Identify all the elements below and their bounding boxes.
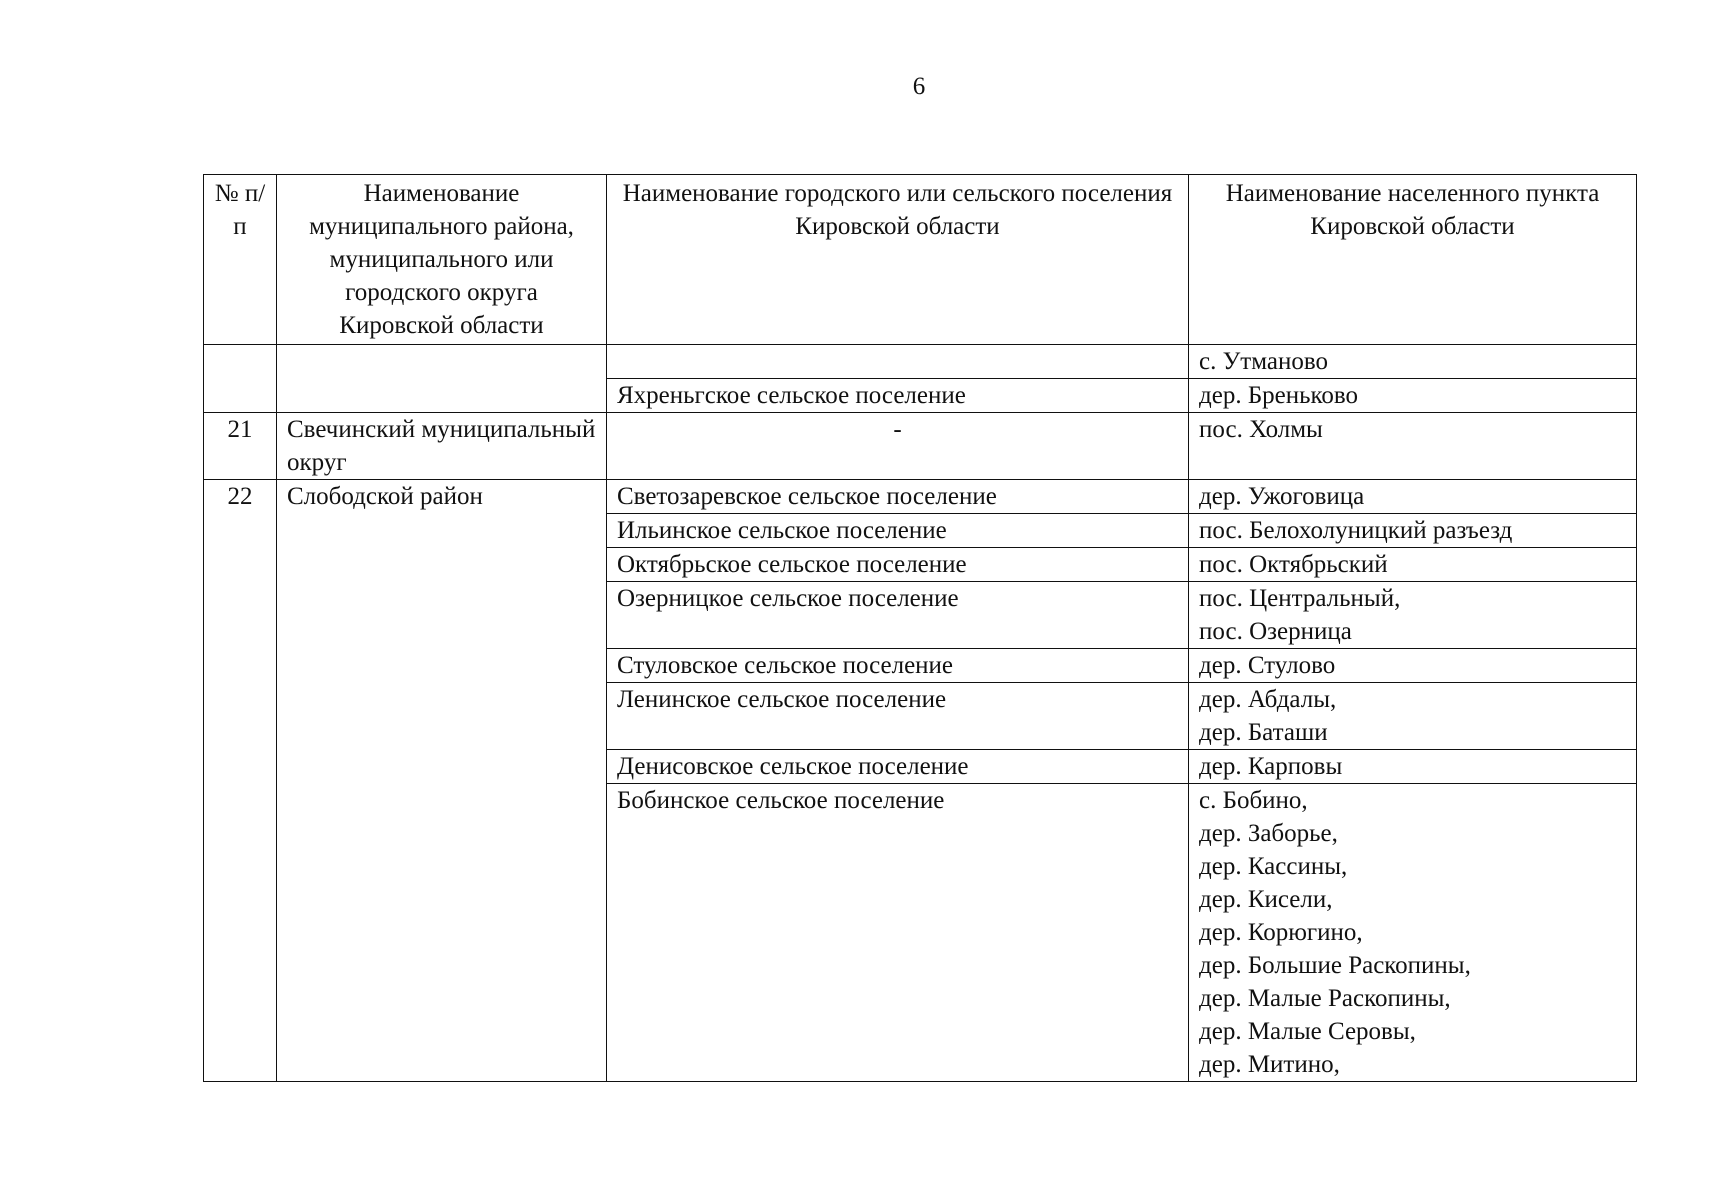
table-row xyxy=(204,345,1637,379)
settlement-cell xyxy=(607,345,1189,379)
locality-line: дер. Большие Раскопины, xyxy=(1199,952,1471,979)
settlements-table xyxy=(203,174,1637,1082)
municipality-cell xyxy=(277,345,607,413)
locality-cell: пос. Октябрьский xyxy=(1189,548,1637,582)
locality-cell: дер. Карповы xyxy=(1189,750,1637,784)
locality-line: с. Бобино, xyxy=(1199,787,1308,814)
header-number: № п/п xyxy=(204,175,277,345)
locality-cell: с. Утманово xyxy=(1189,345,1637,379)
locality-cell xyxy=(1189,683,1637,750)
settlement-cell: Бобинское сельское поселение xyxy=(607,784,1189,1082)
locality-line: дер. Кассины, xyxy=(1199,853,1348,880)
settlement-cell: Стуловское сельское поселение xyxy=(607,649,1189,683)
settlement-cell: Ильинское сельское поселение xyxy=(607,514,1189,548)
number-cell xyxy=(204,345,277,413)
locality-line: пос. Центральный, xyxy=(1199,585,1401,612)
table-row xyxy=(204,413,1637,480)
locality-line: дер. Заборье, xyxy=(1199,820,1338,847)
settlement-cell: Яхреньгское сельское поселение xyxy=(607,379,1189,413)
locality-cell: пос. Белохолуницкий разъезд xyxy=(1189,514,1637,548)
settlement-cell: - xyxy=(607,413,1189,480)
locality-cell xyxy=(1189,582,1637,649)
settlement-cell: Озерницкое сельское поселение xyxy=(607,582,1189,649)
settlement-cell: Ленинское сельское поселение xyxy=(607,683,1189,750)
number-cell: 21 xyxy=(204,413,277,480)
settlement-cell: Светозаревское сельское поселение xyxy=(607,480,1189,514)
locality-line: дер. Митино, xyxy=(1199,1051,1340,1078)
locality-cell: дер. Бреньково xyxy=(1189,379,1637,413)
municipality-cell: Свечинский муниципальный округ xyxy=(277,413,607,480)
locality-line: дер. Баташи xyxy=(1199,719,1328,746)
settlement-cell: Денисовское сельское поселение xyxy=(607,750,1189,784)
locality-cell: пос. Холмы xyxy=(1189,413,1637,480)
header-settlement: Наименование городского или сельского поселения Кировской области xyxy=(607,175,1189,345)
number-cell: 22 xyxy=(204,480,277,1082)
table-header-row xyxy=(204,175,1637,345)
locality-line: дер. Корюгино, xyxy=(1199,919,1363,946)
locality-cell xyxy=(1189,784,1637,1082)
page-number: 6 xyxy=(912,73,926,100)
settlement-cell: Октябрьское сельское поселение xyxy=(607,548,1189,582)
locality-line: дер. Кисели, xyxy=(1199,886,1333,913)
locality-line: дер. Абдалы, xyxy=(1199,686,1337,713)
header-municipality: Наименование муниципального района, муниципального или городского округа Кировской области xyxy=(277,175,607,345)
table-row xyxy=(204,480,1637,514)
locality-cell: дер. Ужоговица xyxy=(1189,480,1637,514)
locality-line: дер. Малые Раскопины, xyxy=(1199,985,1451,1012)
municipality-cell: Слободской район xyxy=(277,480,607,1082)
header-locality: Наименование населенного пункта Кировской области xyxy=(1189,175,1637,345)
locality-line: пос. Озерница xyxy=(1199,618,1352,645)
locality-line: дер. Малые Серовы, xyxy=(1199,1018,1416,1045)
locality-cell: дер. Стулово xyxy=(1189,649,1637,683)
